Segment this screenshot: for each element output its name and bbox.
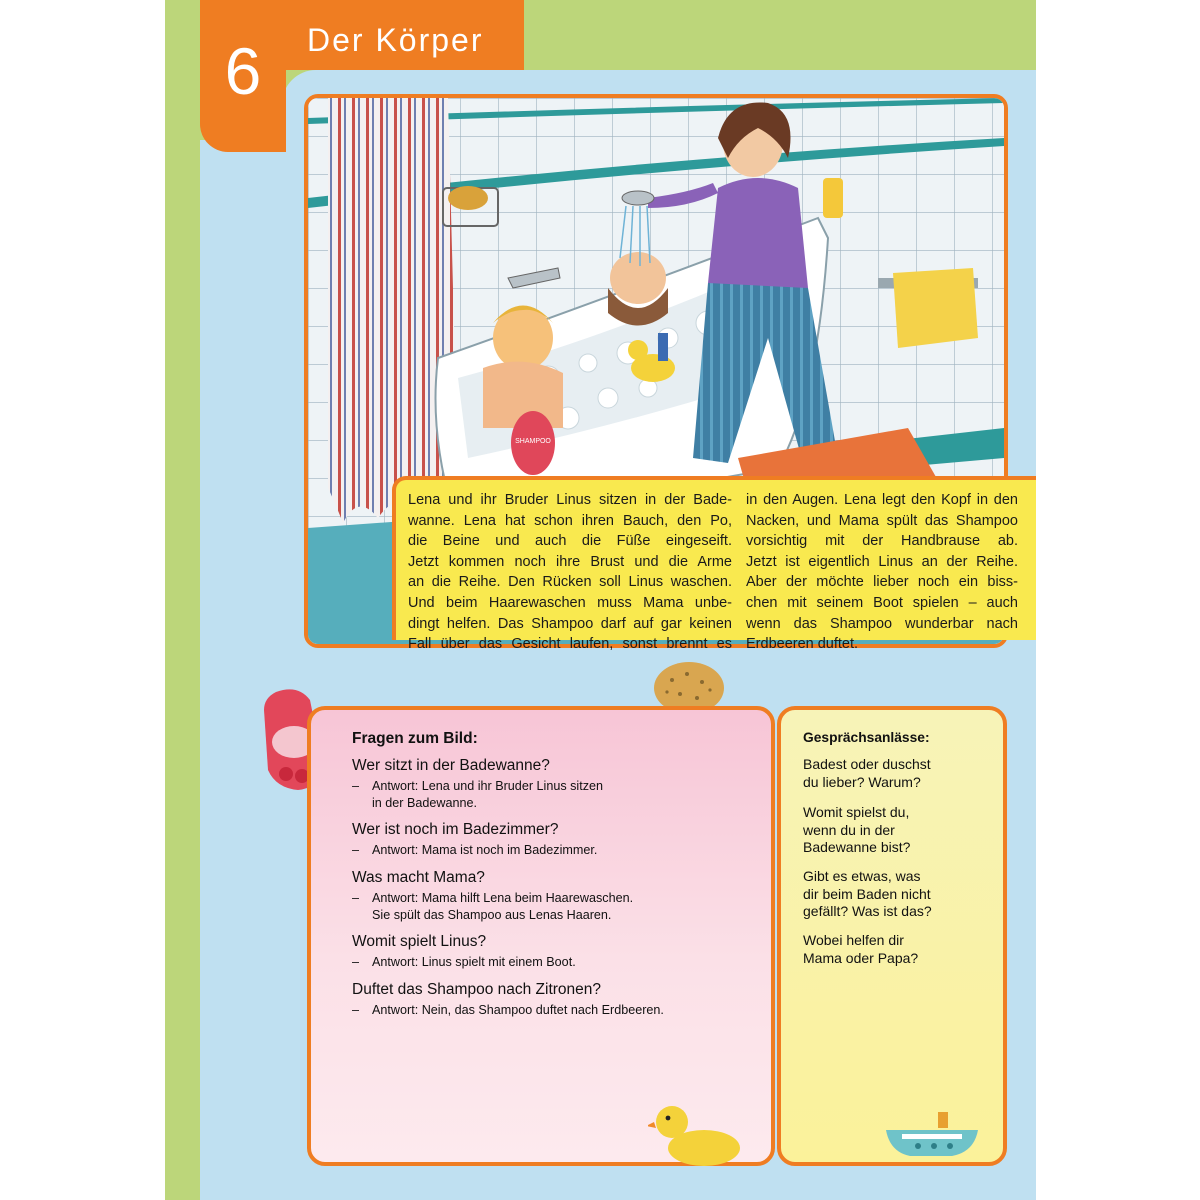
story-line: Erdbeeren duftet. (746, 636, 859, 653)
answer-text (352, 842, 597, 859)
conversation-line: Wobei helfen dir (803, 932, 904, 948)
tub-edge-bottle (823, 178, 843, 218)
story-column-1 (408, 490, 732, 655)
answer-line: Antwort: Nein, das Shampoo duftet nach Erdbeeren. (372, 1003, 664, 1017)
story-line: Lena und ihr Bruder Linus sitzen in der Bade- (408, 492, 732, 508)
story-line: Jetzt ist eigentlich Linus an der Reihe. (746, 553, 1018, 570)
story-line: dingt helfen. Das Shampoo darf auf gar keinen (408, 615, 732, 632)
answer-line: in der Badewanne. (372, 796, 478, 810)
question-item (352, 980, 664, 1019)
question-item (352, 932, 576, 971)
toy-duck-head (628, 340, 648, 360)
question-item (352, 756, 603, 812)
answer-line: Antwort: Mama hilft Lena beim Haarewaschen. (372, 891, 634, 905)
question-text: Was macht Mama? (352, 869, 485, 886)
conversation-line: gefällt? Was ist das? (803, 903, 932, 920)
answer-line: Antwort: Mama ist noch im Badezimmer. (372, 843, 598, 857)
story-line: die Beine und auch die Füße eingeseift. (408, 533, 732, 550)
story-line: Jetzt kommen noch ihre Brust und die Arme (408, 553, 732, 570)
answer-line: Sie spült das Shampoo aus Lenas Haaren. (372, 908, 612, 922)
story-line: Aber der möchte lieber noch ein biss- (746, 574, 1018, 591)
story-line: Nacken, und Mama spült das Shampoo (746, 512, 1018, 529)
story-line: Und beim Haarewaschen muss Mama unbe- (408, 594, 732, 611)
question-item (352, 868, 633, 924)
girl-head (610, 252, 666, 304)
story-line: chen mit seinem Boot spielen – auch (746, 594, 1018, 611)
conversation-prompt (803, 932, 983, 967)
story-text-box (392, 476, 1036, 653)
questions-title: Fragen zum Bild: (352, 730, 478, 747)
question-text: Wer ist noch im Badezimmer? (352, 821, 559, 838)
rubber-duck-icon (648, 1100, 744, 1170)
conversation-line: Mama oder Papa? (803, 949, 919, 966)
story-line: wenn das Shampoo wunderbar nach (746, 615, 1018, 632)
conversation-line: dir beim Baden nicht (803, 885, 931, 902)
conversation-line: Gibt es etwas, was (803, 868, 921, 884)
conversation-line: Womit spielst du, (803, 804, 910, 820)
question-text: Wer sitzt in der Badewanne? (352, 757, 550, 774)
story-line: Fall über das Gesicht laufen, sonst brennt es (408, 636, 732, 653)
conversation-prompt (803, 868, 983, 921)
story-line: wanne. Lena hat schon ihren Bauch, den Po, (408, 512, 732, 529)
answer-dash: – (352, 955, 360, 969)
shower-curtain (328, 98, 458, 523)
story-column-2 (746, 490, 1018, 655)
answer-dash: – (352, 891, 360, 905)
mother-shirt (708, 178, 808, 292)
answer-dash: – (352, 1003, 360, 1017)
question-text: Duftet das Shampoo nach Zitronen? (352, 981, 602, 998)
story-line: vorsichtig mit der Handbrause ab. (746, 533, 1018, 550)
hand-shower (622, 191, 654, 205)
chapter-number: 6 (224, 34, 262, 108)
questions-box (307, 706, 775, 1166)
conversation-line: wenn du in der (803, 821, 895, 838)
shampoo-bottle-label: SHAMPOO (515, 438, 551, 445)
conversation-box (777, 706, 1007, 1166)
conversation-prompt (803, 804, 983, 857)
answer-dash: – (352, 779, 360, 793)
conversation-line: Badewanne bist? (803, 839, 911, 856)
answer-line: Antwort: Lena und ihr Bruder Linus sitzen (372, 779, 604, 793)
wall-sponge (448, 186, 488, 210)
story-line: in den Augen. Lena legt den Kopf in den (746, 492, 1018, 508)
answer-text (352, 1002, 664, 1019)
question-text: Womit spielt Linus? (352, 933, 487, 950)
conversation-line: Badest oder duschst (803, 756, 931, 772)
answer-line: Antwort: Linus spielt mit einem Boot. (372, 955, 576, 969)
chapter-title: Der Körper (307, 22, 484, 58)
conversation-line: du lieber? Warum? (803, 773, 921, 790)
question-item (352, 820, 597, 859)
answer-text (352, 890, 633, 924)
towel (893, 268, 978, 348)
conversation-prompt (803, 756, 983, 791)
conversation-title: Gesprächsanlässe: (803, 730, 930, 745)
answer-text (352, 778, 603, 812)
story-line: an die Reihe. Den Rücken soll Linus waschen. (408, 574, 732, 591)
toy-boat-icon (882, 1108, 982, 1162)
toy-figure (658, 333, 668, 361)
answer-dash: – (352, 843, 360, 857)
answer-text (352, 954, 576, 971)
